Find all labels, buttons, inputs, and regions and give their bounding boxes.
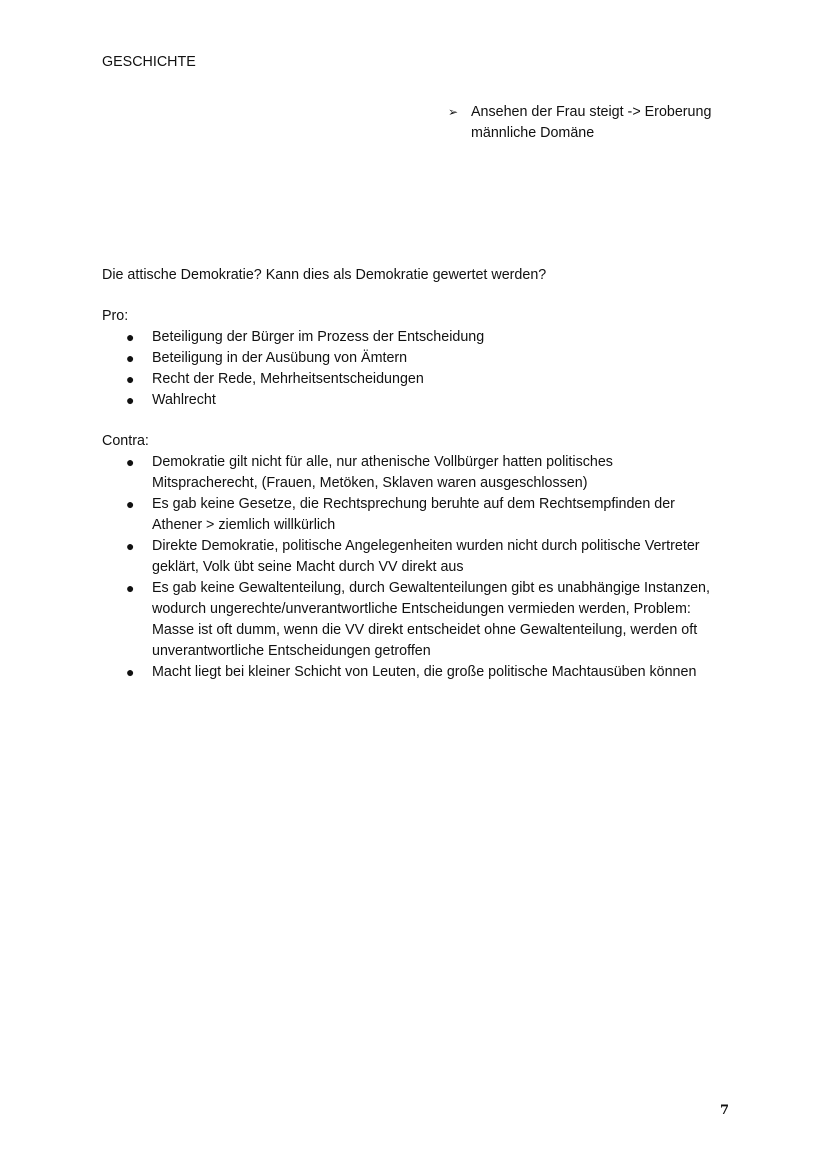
bullet-icon: ● [126, 664, 135, 680]
item-text: Beteiligung in der Ausübung von Ämtern [152, 350, 408, 366]
list-item [102, 536, 722, 578]
page-number: 7 [720, 1103, 730, 1118]
list-item [102, 369, 722, 390]
list-item [102, 662, 722, 683]
item-text: Beteiligung der Bürger im Prozess der Entscheidung [152, 329, 485, 345]
bullet-icon: ● [126, 538, 135, 554]
item-text: Demokratie gilt nicht für alle, nur athenische Vollbürger hatten politisches Mitspracherecht, (Frauen, Metöken, Sklaven waren ausgeschlossen) [152, 454, 613, 491]
item-text: Es gab keine Gewaltenteilung, durch Gewaltenteilungen gibt es unabhängige Instanzen, wodurch ungerechte/unverantwortliche Entscheidungen vermieden werden, Problem: Masse ist oft dumm, wenn die VV direkt entscheidet ohne Gewaltenteilung, werden oft unverantwortliche Entscheidungen getroffen [152, 580, 710, 659]
arrow-list-item [448, 102, 748, 144]
contra-label: Contra: [102, 433, 149, 449]
contra-list [102, 452, 722, 683]
item-text: Es gab keine Gesetze, die Rechtsprechung beruhte auf dem Rechtsempfinden der Athener > ziemlich willkürlich [152, 496, 675, 533]
bullet-icon: ● [126, 371, 135, 387]
question-heading: Die attische Demokratie? Kann dies als Demokratie gewertet werden? [102, 267, 547, 283]
list-item [102, 327, 722, 348]
bullet-icon: ● [126, 580, 135, 596]
item-text: Direkte Demokratie, politische Angelegenheiten wurden nicht durch politische Vertreter geklärt, Volk übt seine Macht durch VV direkt aus [152, 538, 700, 575]
bullet-icon: ● [126, 454, 135, 470]
item-text: Wahlrecht [152, 392, 216, 408]
item-text: Macht liegt bei kleiner Schicht von Leuten, die große politische Machtausüben können [152, 664, 697, 680]
list-item [102, 578, 722, 662]
page-header: GESCHICHTE [102, 54, 196, 70]
list-item [102, 452, 722, 494]
bullet-icon: ● [126, 392, 135, 408]
bullet-icon: ● [126, 496, 135, 512]
arrow-bullet-icon: ➢ [448, 105, 459, 119]
item-text: Recht der Rede, Mehrheitsentscheidungen [152, 371, 424, 387]
list-item [102, 494, 722, 536]
bullet-icon: ● [126, 350, 135, 366]
list-item [102, 390, 722, 411]
bullet-icon: ● [126, 329, 135, 345]
pro-label: Pro: [102, 308, 129, 324]
arrow-item-text: Ansehen der Frau steigt -> Eroberung männliche Domäne [471, 104, 712, 141]
list-item [102, 348, 722, 369]
pro-list [102, 327, 722, 411]
